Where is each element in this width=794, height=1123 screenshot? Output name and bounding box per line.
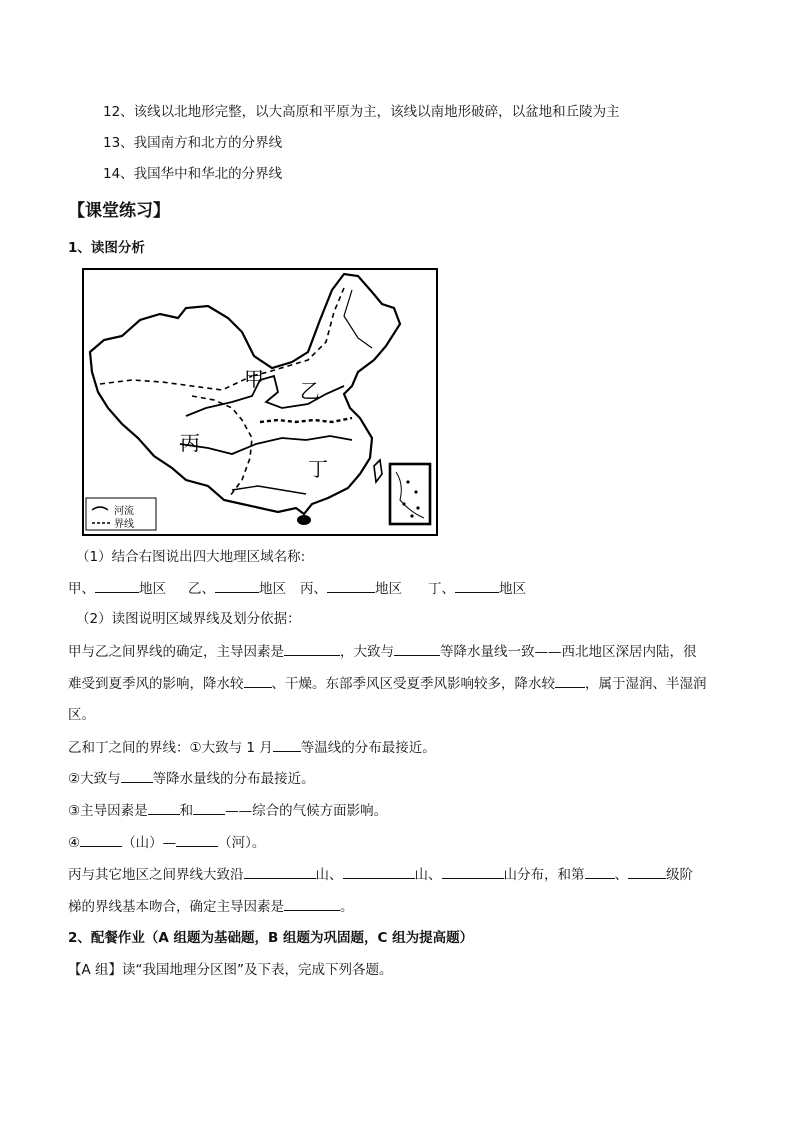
blank-ding[interactable] [455,578,499,593]
text-segment: 等降水量线一致——西北地区深居内陆，很 [440,644,697,660]
q1-part2-line9 [68,896,354,917]
note-item-12: 12、该线以北地形完整，以大高原和平原为主，该线以南地形破碎，以盆地和丘陵为主 [103,104,620,120]
blank-river[interactable] [176,832,218,847]
text-segment: （山）— [122,835,177,851]
text-segment: 丙与其它地区之间界线大致沿 [68,867,244,883]
blank-dominant-factor-2[interactable] [284,896,340,911]
china-regions-map [82,268,438,536]
blank-mountain-3[interactable] [442,864,504,879]
south-china-sea-inset [390,464,430,524]
text-segment: 山、 [315,867,343,883]
blank-factor-a[interactable] [148,800,180,815]
legend-river-label: 河流 [114,506,134,517]
region-label-bing: 丙 [180,431,200,455]
q1-part2-line1 [68,641,697,662]
question-2-group-a: 【A 组】读“我国地理分区图”及下表，完成下列各题。 [68,962,393,978]
label-yi: 乙、 [188,581,215,597]
q1-part2-line8 [68,864,693,885]
text-segment: 难受到夏季风的影响，降水较 [68,676,244,692]
suffix-jia: 地区 [139,581,166,597]
q1-part2-prompt: （2）读图说明区域界线及划分依据： [76,611,301,627]
text-segment: ——综合的气候方面影响。 [225,803,388,819]
q1-part1-prompt: （1）结合右图说出四大地理区域名称: [76,549,306,565]
suffix-bing: 地区 [375,581,402,597]
text-segment: 和 [179,803,194,819]
text-segment: ②大致与 [68,771,121,787]
blank-isohyet[interactable] [394,641,440,656]
q1-part2-line5 [68,768,315,789]
text-segment: 级阶 [666,867,693,883]
label-jia: 甲、 [68,581,95,597]
text-segment: ③主导因素是 [68,803,148,819]
note-item-14: 14、我国华中和华北的分界线 [103,166,283,182]
blank-bing[interactable] [327,578,375,593]
blank-dominant-factor[interactable] [284,641,340,656]
text-segment: ，大致与 [340,644,394,660]
blank-rain-low[interactable] [244,673,272,688]
blank-mountain-1[interactable] [244,864,316,879]
text-segment: 甲与乙之间界线的确定，主导因素是 [68,644,284,660]
map-frame [83,269,437,535]
blank-yi[interactable] [215,578,259,593]
question-1-title: 1、读图分析 [68,240,145,256]
blank-step-2[interactable] [628,864,666,879]
suffix-ding: 地区 [499,581,526,597]
blank-isohyet-2[interactable] [121,768,153,783]
text-segment: ④ [68,835,81,851]
label-bing: 丙、 [300,581,327,597]
q1-part2-line2 [68,673,707,694]
label-ding: 丁、 [428,581,455,597]
blank-step-1[interactable] [585,864,615,879]
text-segment: 山、 [414,867,442,883]
blank-mountain[interactable] [80,832,122,847]
note-item-13: 13、我国南方和北方的分界线 [103,135,283,151]
hainan-shape [297,515,311,525]
q1-part2-line4 [68,737,436,758]
blank-mountain-2[interactable] [343,864,415,879]
text-segment: 乙和丁之间的界线：①大致与 1 月 [68,740,273,756]
text-segment: 、干燥。东部季风区受夏季风影响较多，降水较 [271,676,555,692]
section-title: 【课堂练习】 [68,201,170,221]
text-segment: 梯的界线基本吻合，确定主导因素是 [68,899,284,915]
text-segment: 等降水量线的分布最接近。 [152,771,315,787]
blank-jia[interactable] [95,578,139,593]
text-segment: 、 [614,867,628,883]
blank-factor-b[interactable] [193,800,225,815]
q1-part2-line6 [68,800,387,821]
question-2-title: 2、配餐作业（A 组题为基础题，B 组题为巩固题，C 组为提高题） [68,930,474,946]
text-segment: （河）。 [218,835,266,851]
blank-rain-high[interactable] [555,673,585,688]
q1-part2-line3: 区。 [68,707,95,723]
region-label-jia: 甲 [244,367,264,391]
region-label-ding: 丁 [308,457,328,481]
text-segment: 山分布，和第 [503,867,585,883]
suffix-yi: 地区 [259,581,286,597]
legend-boundary-label: 界线 [114,519,134,530]
text-segment: 。 [340,899,354,915]
region-label-yi: 乙 [300,379,320,403]
blank-isotherm[interactable] [273,737,301,752]
q1-part1-answers [68,578,526,599]
text-segment: 等温线的分布最接近。 [300,740,436,756]
q1-part2-line7 [68,832,265,853]
text-segment: ，属于湿润、半湿润 [585,676,707,692]
